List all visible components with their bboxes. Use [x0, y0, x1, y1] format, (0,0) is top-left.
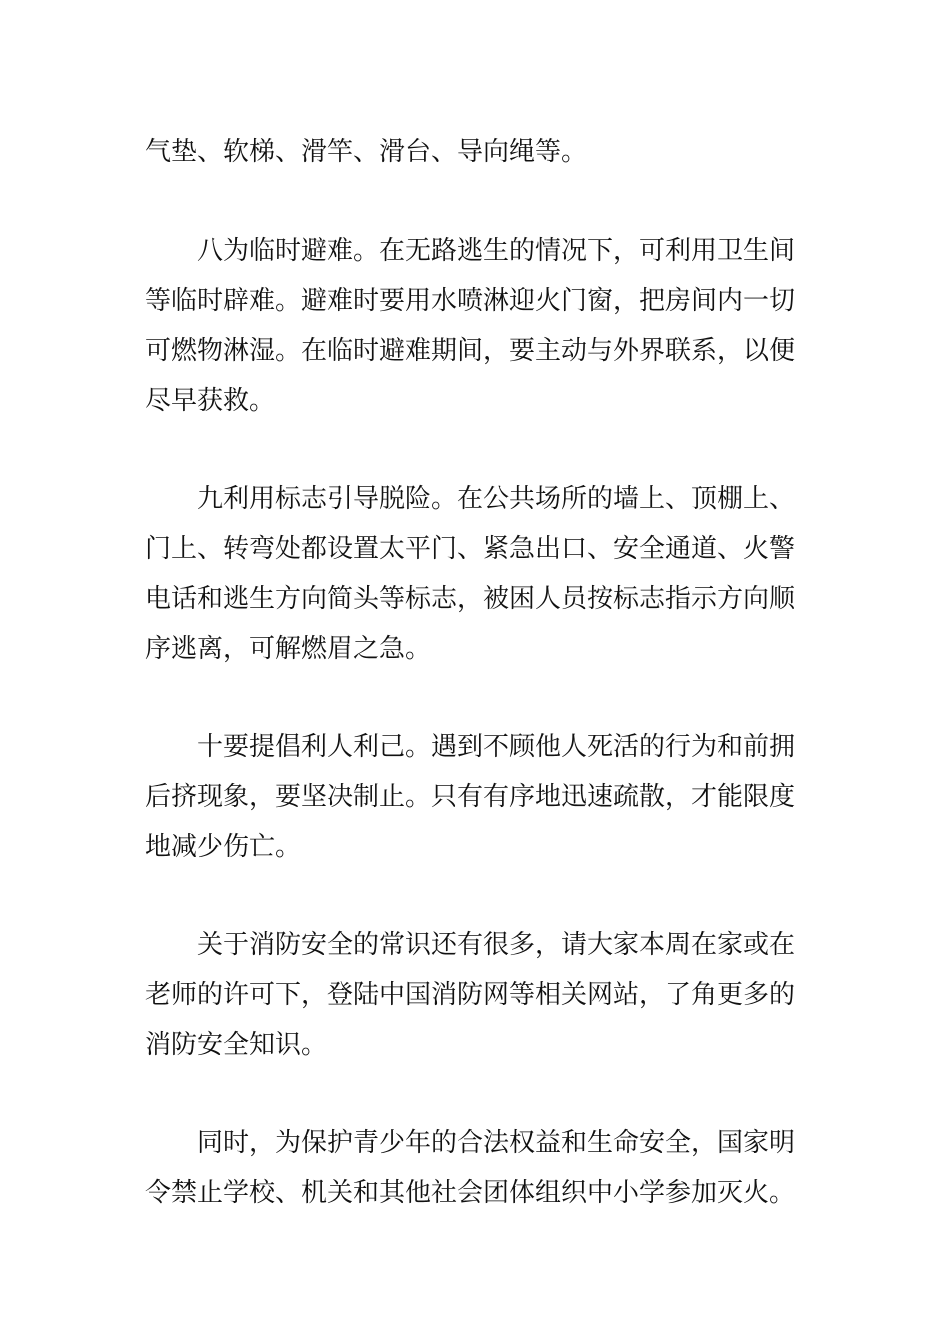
paragraph-line: 关于消防安全的常识还有很多，请大家本周在家或在 — [197, 930, 796, 960]
paragraph-line: 等临时辟难。避难时要用水喷淋迎火门窗，把房间内一切 — [145, 286, 796, 316]
paragraph-line: 尽早获救。 — [145, 386, 276, 416]
paragraph-line: 令禁止学校、机关和其他社会团体组织中小学参加灭火。 — [145, 1178, 796, 1208]
paragraph-line: 八为临时避难。在无路逃生的情况下，可利用卫生间 — [197, 236, 796, 266]
paragraph-help-others — [145, 722, 807, 872]
paragraph-line: 老师的许可下，登陆中国消防网等相关网站，了角更多的 — [145, 980, 796, 1010]
paragraph-line: 十要提倡利人利己。遇到不顾他人死活的行为和前拥 — [197, 732, 796, 762]
paragraph-line: 门上、转弯处都设置太平门、紧急出口、安全通道、火警 — [145, 534, 796, 564]
paragraph-line: 地减少伤亡。 — [145, 832, 302, 862]
paragraph-line: 同时，为保护青少年的合法权益和生命安全，国家明 — [197, 1128, 796, 1158]
paragraph-line: 后挤现象，要坚决制止。只有有序地迅速疏散，才能限度 — [145, 782, 796, 812]
paragraph-more-knowledge — [145, 920, 807, 1070]
paragraph-temporary-refuge — [145, 226, 807, 426]
paragraph-line: 序逃离，可解燃眉之急。 — [145, 634, 432, 664]
paragraph-line: 电话和逃生方向简头等标志，被困人员按标志指示方向顺 — [145, 584, 796, 614]
paragraph-follow-signs — [145, 474, 807, 674]
paragraph-youth-protection — [145, 1118, 807, 1218]
paragraph-line: 气垫、软梯、滑竿、滑台、导向绳等。 — [145, 137, 588, 167]
paragraph-line: 可燃物淋湿。在临时避难期间，要主动与外界联系，以便 — [145, 336, 796, 366]
paragraph-line: 九利用标志引导脱险。在公共场所的墙上、顶棚上、 — [197, 484, 796, 514]
paragraph-escape-tools-end — [145, 127, 807, 177]
paragraph-line: 消防安全知识。 — [145, 1030, 328, 1060]
